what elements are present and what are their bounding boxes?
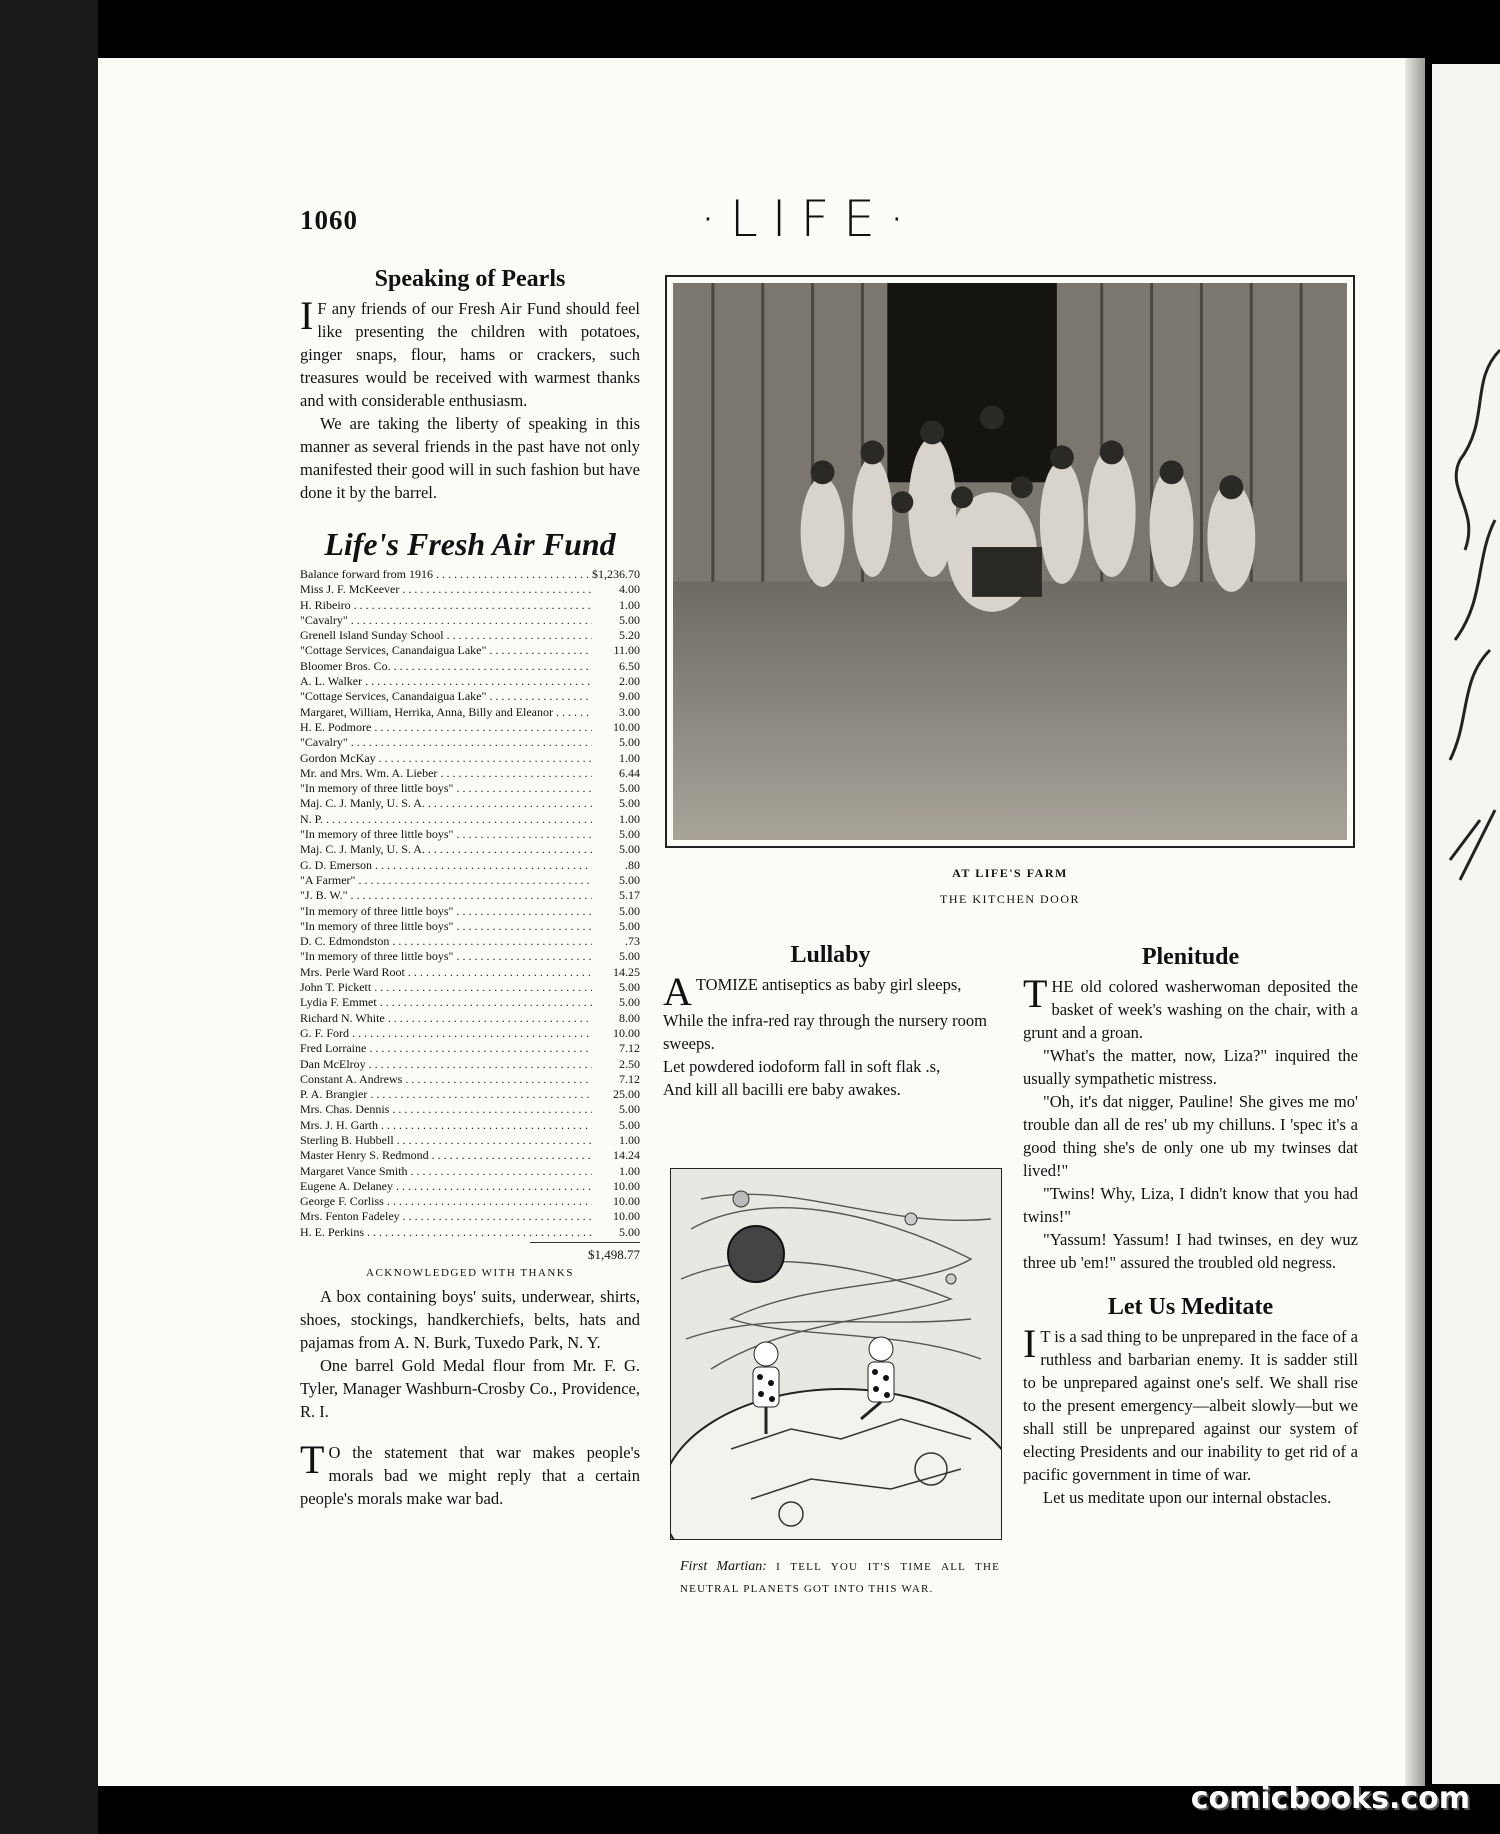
fund-entry-amount: 3.00 bbox=[619, 704, 640, 719]
cartoon-speaker: First Martian: bbox=[680, 1559, 767, 1574]
fund-entry bbox=[300, 735, 640, 750]
lullaby-line-3: Let powdered iodoform fall in soft flak .s, bbox=[663, 1057, 941, 1076]
right-column bbox=[1023, 944, 1358, 1509]
fund-entry-amount: 5.00 bbox=[619, 842, 640, 857]
fund-entry-name: Balance forward from 1916 . . . bbox=[300, 567, 588, 582]
fund-entry-amount: 5.00 bbox=[619, 827, 640, 842]
fund-entry bbox=[300, 582, 640, 597]
fund-entry-amount: 9.00 bbox=[619, 689, 640, 704]
fund-total: $1,498.77 bbox=[530, 1242, 640, 1263]
fund-entry-amount: 2.00 bbox=[619, 674, 640, 689]
fund-entry bbox=[300, 796, 640, 811]
fund-entry-name: "In memory of three little boys" . . . bbox=[300, 904, 592, 919]
meditate-paragraph-1: I T is a sad thing to be unprepared in the face of a ruthless and barbarian enemy. It is sadder still to be unprepared against one's self. We shall rise to the present emergency—albeit slowly—but we shall still be unprepared against our system of electing Presidents and our inability to get rid of a pacific government in time of war. bbox=[1023, 1321, 1358, 1484]
fund-entry-name: "Cottage Services, Canandaigua Lake" . . . bbox=[300, 689, 592, 704]
plenitude-paragraph-4: "Twins! Why, Liza, I didn't know that you had twins!" bbox=[1023, 1184, 1358, 1226]
pearls-paragraph-1: I F any friends of our Fresh Air Fund should feel like presenting the children with potatoes, ginger snaps, flour, hams or crackers, such treasures would be received with warmest thanks and with considerable enthusiasm. bbox=[300, 293, 640, 410]
war-note-dropcap: T bbox=[300, 1437, 325, 1483]
plenitude-paragraph-1: THE old colored washerwoman deposited the basket of week's washing on the chair, with a grunt and a groan. bbox=[1023, 971, 1358, 1042]
meditate-dropcap: I bbox=[1023, 1321, 1037, 1366]
fund-entry-amount: 5.00 bbox=[619, 1117, 640, 1132]
photo-caption-title: AT LIFE'S FARM bbox=[952, 866, 1068, 880]
fund-entry bbox=[300, 1194, 640, 1209]
fund-entry bbox=[300, 1041, 640, 1056]
fund-entry-amount: 8.00 bbox=[619, 1010, 640, 1025]
fund-entry bbox=[300, 659, 640, 674]
fund-entry-name: H. Ribeiro . . . bbox=[300, 598, 592, 613]
fund-entry-amount: 4.00 bbox=[619, 582, 640, 597]
fund-entry-name: Lydia F. Emmet . . . bbox=[300, 995, 592, 1010]
fund-entry-name: "Cavalry" . . . bbox=[300, 613, 592, 628]
fund-entry bbox=[300, 980, 640, 995]
meditate-paragraph-2: Let us meditate upon our internal obstacles. bbox=[1043, 1488, 1332, 1507]
fund-entry-amount: 5.00 bbox=[619, 903, 640, 918]
fund-entry-amount: 10.00 bbox=[613, 1209, 640, 1224]
fund-entry-amount: 7.12 bbox=[619, 1071, 640, 1086]
fund-entry-amount: 14.25 bbox=[613, 964, 640, 979]
fund-entry bbox=[300, 598, 640, 613]
fund-entry-name: Miss J. F. McKeever . . . bbox=[300, 582, 592, 597]
acknowledged-heading: ACKNOWLEDGED WITH THANKS bbox=[366, 1267, 574, 1280]
fund-entry-name: Sterling B. Hubbell . . . bbox=[300, 1133, 592, 1148]
fund-entry-name: D. C. Edmondston . . . bbox=[300, 934, 592, 949]
fund-entry bbox=[300, 1102, 640, 1117]
fund-entry-name: Mrs. J. H. Garth . . . bbox=[300, 1118, 592, 1133]
fund-entry-name: Margaret Vance Smith . . . bbox=[300, 1164, 592, 1179]
fund-entry-name: George F. Corliss . . . bbox=[300, 1194, 592, 1209]
fund-entry bbox=[300, 1011, 640, 1026]
fund-entry-name: P. A. Brangier . . . bbox=[300, 1087, 592, 1102]
fund-entry bbox=[300, 949, 640, 964]
fund-entry-amount: 10.00 bbox=[613, 1194, 640, 1209]
fund-entry-amount: 14.24 bbox=[613, 1148, 640, 1163]
fund-entry-name: "In memory of three little boys" . . . bbox=[300, 781, 592, 796]
fund-entry-amount: 5.00 bbox=[619, 796, 640, 811]
fund-entry-name: Maj. C. J. Manly, U. S. A. . . . bbox=[300, 842, 592, 857]
fund-entry-name: Mrs. Perle Ward Root . . . bbox=[300, 965, 592, 980]
fund-entry-amount: 2.50 bbox=[619, 1056, 640, 1071]
pearls-dropcap: I bbox=[300, 293, 314, 338]
pearls-title: Speaking of Pearls bbox=[374, 266, 566, 292]
fund-list bbox=[300, 567, 640, 1240]
fund-entry bbox=[300, 766, 640, 781]
fund-entry bbox=[300, 858, 640, 873]
fund-entry-amount: 5.00 bbox=[619, 980, 640, 995]
fund-entry-name: "In memory of three little boys" . . . bbox=[300, 949, 592, 964]
lullaby-line-1: ATOMIZE antiseptics as baby girl sleeps, bbox=[663, 969, 962, 1014]
fund-entry-amount: 5.20 bbox=[619, 628, 640, 643]
fund-entry-amount: 1.00 bbox=[619, 1163, 640, 1178]
watermark: comicbooks.com bbox=[1190, 1781, 1470, 1816]
fund-entry bbox=[300, 1164, 640, 1179]
fund-entry-amount: 5.00 bbox=[619, 781, 640, 796]
fund-entry-name: N. P. . . . bbox=[300, 812, 592, 827]
fund-entry-name: G. F. Ford . . . bbox=[300, 1026, 592, 1041]
fund-entry-amount: 5.00 bbox=[619, 1224, 640, 1239]
fund-entry-amount: 5.00 bbox=[619, 872, 640, 887]
fund-entry-amount: 5.00 bbox=[619, 1102, 640, 1117]
fund-entry-name: Fred Lorraine . . . bbox=[300, 1041, 592, 1056]
fund-entry-name: Constant A. Andrews . . . bbox=[300, 1072, 592, 1087]
fund-entry-name: Grenell Island Sunday School . . . bbox=[300, 628, 592, 643]
fund-entry-name: "A Farmer" . . . bbox=[300, 873, 592, 888]
fund-entry-amount: 5.00 bbox=[619, 949, 640, 964]
fund-entry bbox=[300, 1057, 640, 1072]
fund-entry-amount: 5.00 bbox=[619, 735, 640, 750]
acknowledged-paragraph-1: A box containing boys' suits, underwear, shirts, shoes, stockings, handkerchiefs, belts, hats and pajamas from A. N. Burk, Tuxedo Park, N. Y. bbox=[300, 1287, 640, 1353]
fund-entry-amount: 6.50 bbox=[619, 658, 640, 673]
fund-title: Life's Fresh Air Fund bbox=[324, 526, 616, 562]
fund-entry-name: Maj. C. J. Manly, U. S. A. . . . bbox=[300, 796, 592, 811]
fund-entry bbox=[300, 1148, 640, 1163]
fund-entry-amount: 6.44 bbox=[619, 765, 640, 780]
adjacent-page-edge bbox=[1432, 64, 1500, 1784]
fund-entry-amount: 10.00 bbox=[613, 1025, 640, 1040]
farm-photo bbox=[673, 283, 1347, 840]
plenitude-dropcap: T bbox=[1023, 971, 1048, 1016]
fund-entry-amount: 1.00 bbox=[619, 597, 640, 612]
fund-entry-name: H. E. Podmore . . . bbox=[300, 720, 592, 735]
fund-entry-amount: .73 bbox=[625, 934, 640, 949]
fund-entry bbox=[300, 995, 640, 1010]
acknowledged-paragraph-2: One barrel Gold Medal flour from Mr. F. G. Tyler, Manager Washburn-Crosby Co., Providence, R. I. bbox=[300, 1356, 640, 1422]
fund-entry-amount: 10.00 bbox=[613, 719, 640, 734]
fund-entry-amount: 25.00 bbox=[613, 1087, 640, 1102]
fund-entry bbox=[300, 873, 640, 888]
fund-entry-name: Mr. and Mrs. Wm. A. Lieber . . . bbox=[300, 766, 592, 781]
fund-entry bbox=[300, 567, 640, 582]
fund-entry bbox=[300, 904, 640, 919]
lullaby-section bbox=[663, 942, 998, 1101]
fund-entry-name: H. E. Perkins . . . bbox=[300, 1225, 592, 1240]
fund-entry-amount: 11.00 bbox=[613, 643, 640, 658]
left-column bbox=[300, 266, 640, 1510]
fund-entry-name: Dan McElroy . . . bbox=[300, 1057, 592, 1072]
fund-entry-name: Mrs. Chas. Dennis . . . bbox=[300, 1102, 592, 1117]
fund-entry-name: A. L. Walker . . . bbox=[300, 674, 592, 689]
lullaby-dropcap: A bbox=[663, 969, 692, 1014]
fund-entry bbox=[300, 689, 640, 704]
war-note: T O the statement that war makes people's morals bad we might reply that a certain people's morals make war bad. bbox=[300, 1437, 640, 1509]
fund-entry bbox=[300, 613, 640, 628]
fund-entry bbox=[300, 1026, 640, 1041]
lullaby-poem bbox=[663, 969, 998, 1101]
pearls-paragraph-2: We are taking the liberty of speaking in this manner as several friends in the past have not only manifested their good will in such fashion but have done it by the barrel. bbox=[300, 414, 640, 502]
fund-entry-name: Richard N. White . . . bbox=[300, 1011, 592, 1026]
scan-left-edge bbox=[0, 0, 98, 1834]
fund-entry-amount: $1,236.70 bbox=[592, 567, 640, 581]
fund-entry-amount: 7.12 bbox=[619, 1041, 640, 1056]
masthead: ·LIFE· bbox=[700, 190, 919, 248]
fund-entry bbox=[300, 720, 640, 735]
lullaby-title: Lullaby bbox=[790, 942, 871, 968]
fund-entry-name: Mrs. Fenton Fadeley . . . bbox=[300, 1209, 592, 1224]
fund-entry-name: "J. B. W." . . . bbox=[300, 888, 592, 903]
fund-entry-amount: .80 bbox=[625, 857, 640, 872]
meditate-title: Let Us Meditate bbox=[1107, 1294, 1274, 1320]
fund-entry-name: "Cavalry" . . . bbox=[300, 735, 592, 750]
fund-entry-amount: 10.00 bbox=[613, 1178, 640, 1193]
fund-entry bbox=[300, 934, 640, 949]
plenitude-paragraph-3: "Oh, it's dat nigger, Pauline! She gives me mo' trouble dan all de res' ub my chilluns. I 'spec it's a good thing she's de only one ub my twinses dat lived!" bbox=[1023, 1092, 1358, 1180]
fund-entry bbox=[300, 1209, 640, 1224]
fund-entry-amount: 5.00 bbox=[619, 995, 640, 1010]
plenitude-title: Plenitude bbox=[1141, 944, 1240, 970]
fund-entry bbox=[300, 827, 640, 842]
fund-entry-name: Eugene A. Delaney . . . bbox=[300, 1179, 592, 1194]
fund-entry-amount: 5.17 bbox=[619, 888, 640, 903]
fund-entry bbox=[300, 1225, 640, 1240]
fund-entry bbox=[300, 919, 640, 934]
page-number: 1060 bbox=[300, 205, 358, 235]
fund-entry bbox=[300, 1087, 640, 1102]
fund-entry-name: Master Henry S. Redmond . . . bbox=[300, 1148, 592, 1163]
cartoon-caption-text: I TELL YOU IT'S TIME ALL THE NEUTRAL PLANETS GOT INTO THIS WAR. bbox=[680, 1561, 1001, 1595]
adjacent-page-sketch bbox=[1440, 340, 1500, 900]
fund-entry bbox=[300, 643, 640, 658]
fund-entry bbox=[300, 888, 640, 903]
plenitude-paragraph-2: "What's the matter, now, Liza?" inquired the usually sympathetic mistress. bbox=[1023, 1046, 1358, 1088]
fund-entry bbox=[300, 705, 640, 720]
fund-entry-name: Margaret, William, Herrika, Anna, Billy and Eleanor . . . bbox=[300, 705, 592, 720]
fund-entry bbox=[300, 812, 640, 827]
fund-entry-name: John T. Pickett . . . bbox=[300, 980, 592, 995]
fund-entry-name: "In memory of three little boys" . . . bbox=[300, 827, 592, 842]
fund-entry-name: "Cottage Services, Canandaigua Lake" . . . bbox=[300, 643, 592, 658]
photo-caption-subtitle: THE KITCHEN DOOR bbox=[940, 892, 1080, 906]
fund-entry-name: Bloomer Bros. Co. . . . bbox=[300, 659, 592, 674]
fund-entry bbox=[300, 1118, 640, 1133]
fund-entry bbox=[300, 965, 640, 980]
fund-entry bbox=[300, 1179, 640, 1194]
page-spine bbox=[1405, 58, 1425, 1786]
martian-cartoon bbox=[670, 1168, 1002, 1540]
cartoon-caption bbox=[680, 1556, 1000, 1600]
fund-entry-amount: 1.00 bbox=[619, 750, 640, 765]
fund-entry-name: "In memory of three little boys" . . . bbox=[300, 919, 592, 934]
fund-entry bbox=[300, 1133, 640, 1148]
fund-entry bbox=[300, 751, 640, 766]
fund-entry-amount: 5.00 bbox=[619, 918, 640, 933]
fund-entry-amount: 5.00 bbox=[619, 612, 640, 627]
fund-entry bbox=[300, 1072, 640, 1087]
fund-entry bbox=[300, 628, 640, 643]
fund-entry-name: Gordon McKay . . . bbox=[300, 751, 592, 766]
plenitude-paragraph-5: "Yassum! Yassum! I had twinses, en dey wuz three ub 'em!" assured the troubled old negress. bbox=[1023, 1230, 1358, 1272]
farm-photo-frame bbox=[665, 275, 1355, 848]
fund-entry bbox=[300, 781, 640, 796]
lullaby-line-2: While the infra-red ray through the nursery room sweeps. bbox=[663, 1011, 987, 1053]
fund-entry-name: G. D. Emerson . . . bbox=[300, 858, 592, 873]
fund-entry-amount: 1.00 bbox=[619, 1132, 640, 1147]
lullaby-line-4: And kill all bacilli ere baby awakes. bbox=[663, 1080, 901, 1099]
fund-entry bbox=[300, 842, 640, 857]
fund-entry-amount: 1.00 bbox=[619, 811, 640, 826]
fund-entry bbox=[300, 674, 640, 689]
